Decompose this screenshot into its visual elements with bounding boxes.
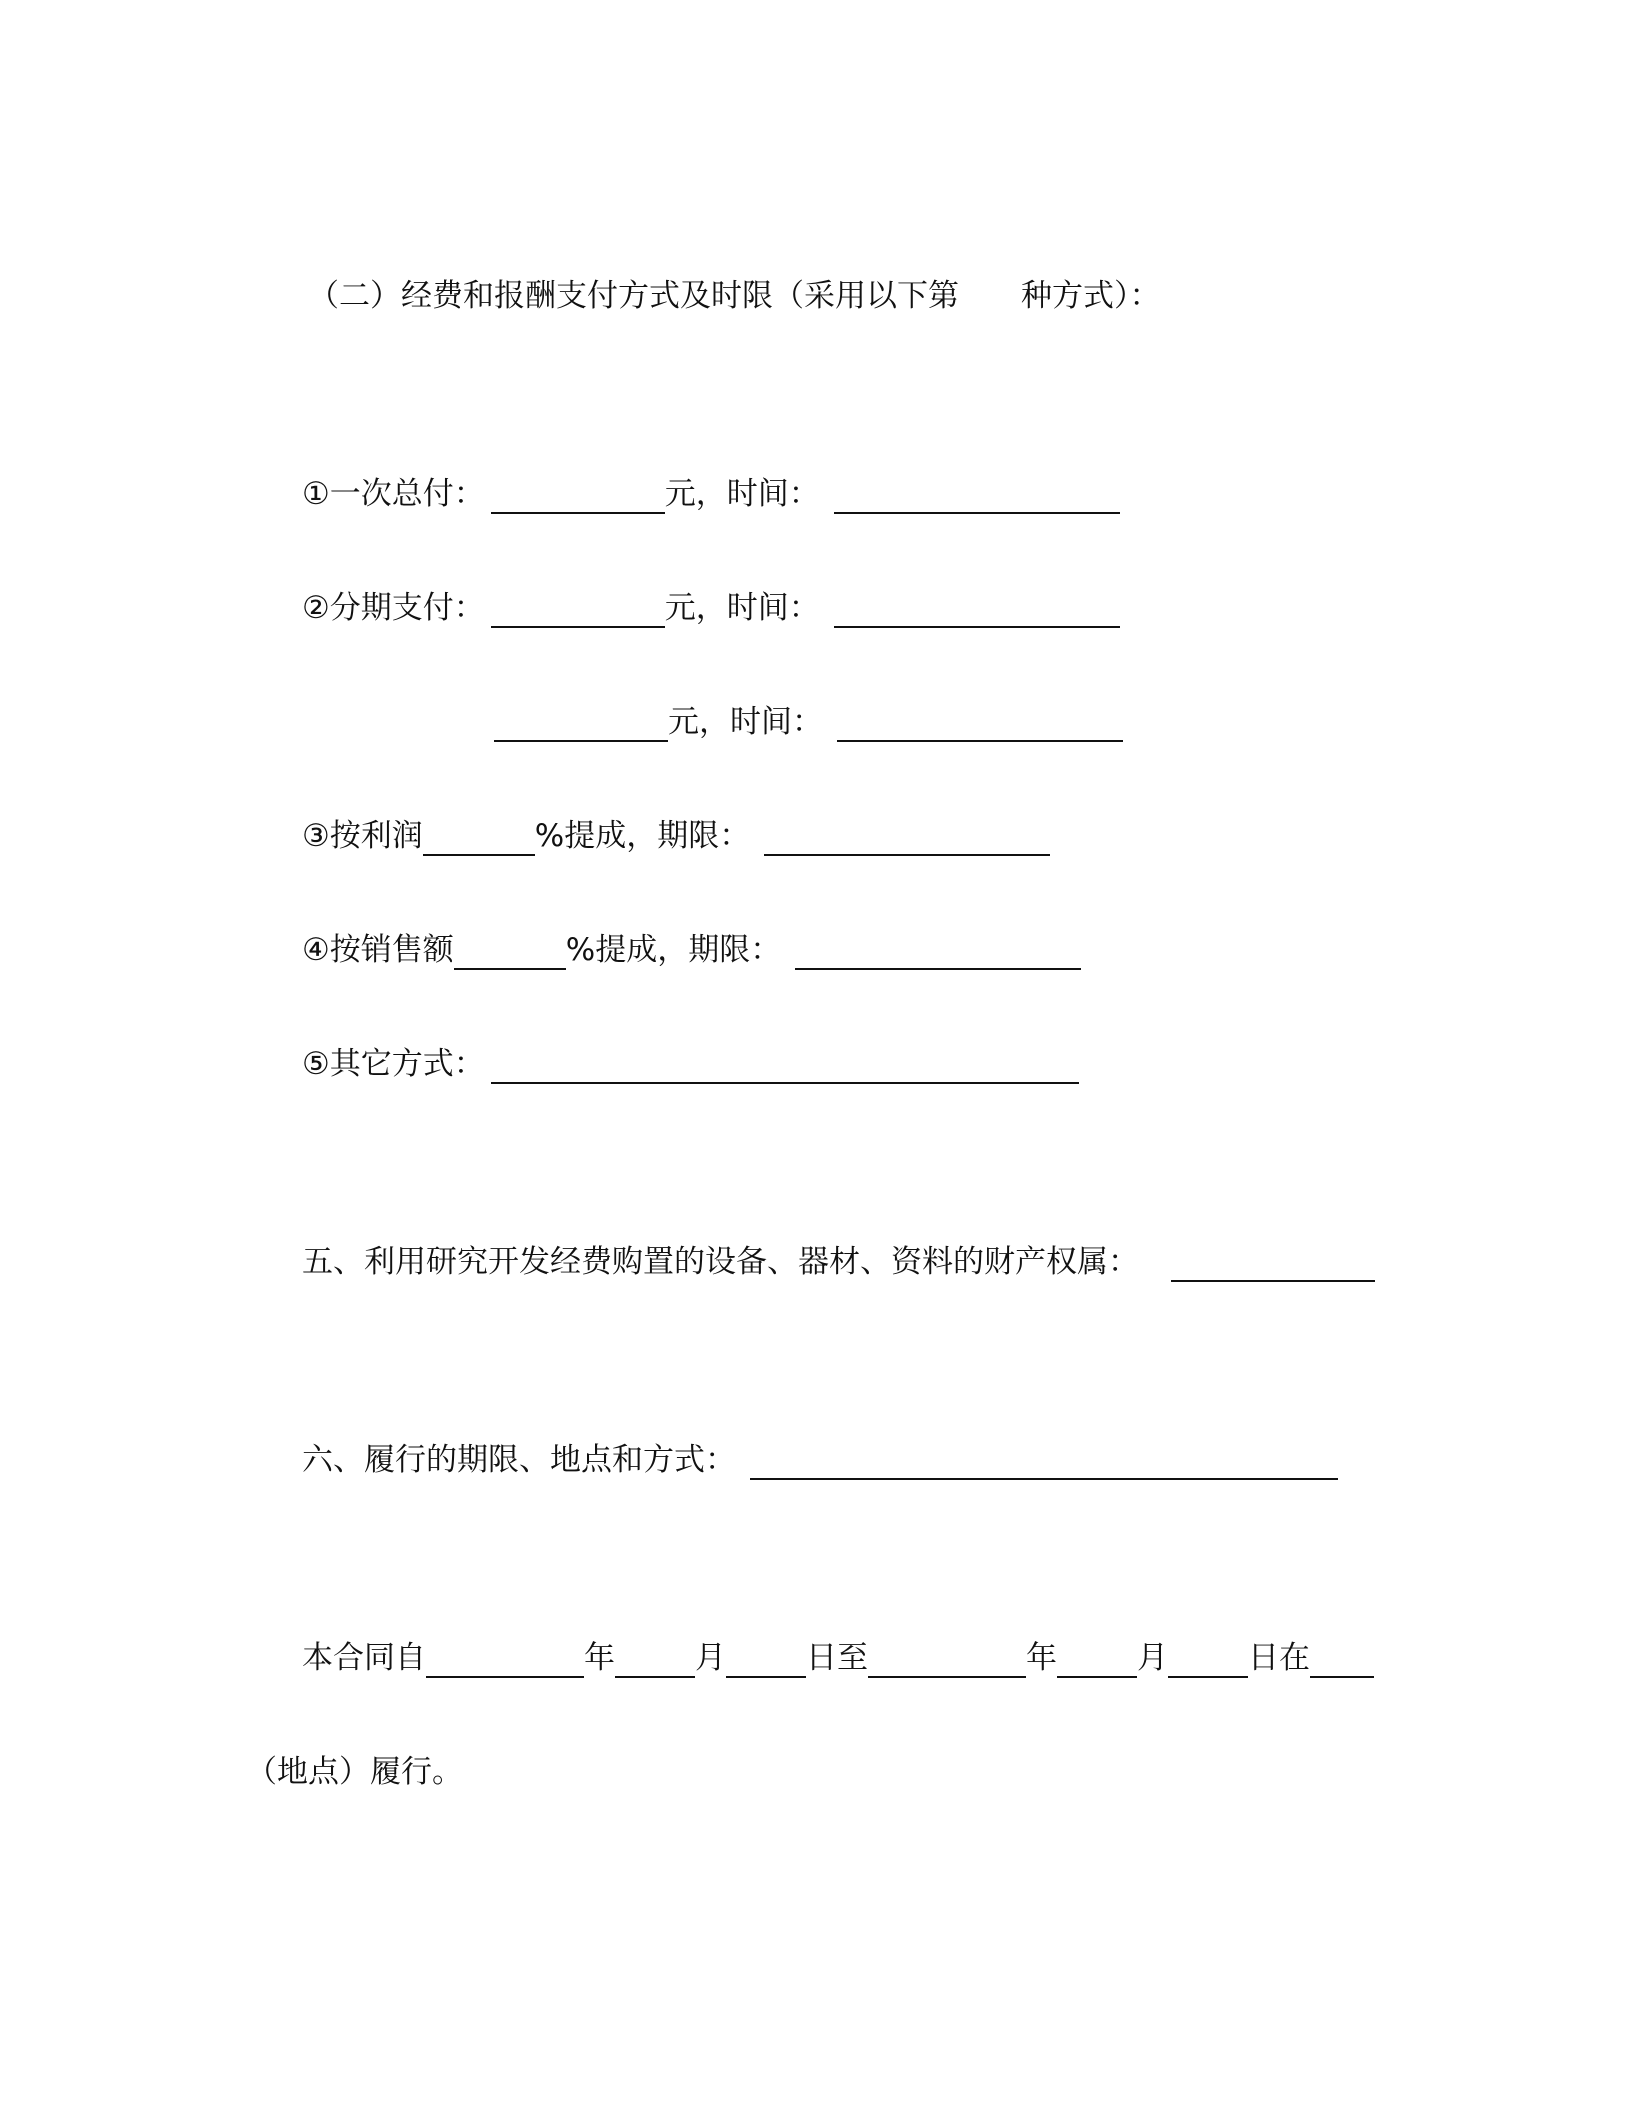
installment-1-time-field[interactable] [834,588,1120,628]
section-five [302,1242,1375,1282]
start-day-field[interactable] [726,1638,806,1678]
end-day-at-label: 日在 [1248,1640,1310,1676]
lump-sum-time-field[interactable] [834,474,1120,514]
end-year-field[interactable] [868,1638,1026,1678]
option-other [302,1044,1079,1084]
profit-percent-term-label: %提成，期限： [534,818,751,854]
option-installments-second [494,702,1123,742]
other-method-field[interactable] [491,1044,1079,1084]
payment-method-heading [308,276,1161,316]
installment-2-time-field[interactable] [837,702,1123,742]
start-year-label: 年 [584,1640,615,1676]
sales-percent-term-label: %提成，期限： [565,932,782,968]
heading-text-end: 种方式）： [1021,278,1161,314]
lump-sum-label: ①一次总付： [302,476,485,512]
heading-text-start: （二）经费和报酬支付方式及时限（采用以下第 [308,278,959,314]
period-start-text: 本合同自 [302,1640,426,1676]
period-end-text: （地点）履行。 [246,1754,463,1790]
start-month-label: 月 [695,1640,726,1676]
installment-1-amount-field[interactable] [491,588,665,628]
section-five-text: 五、利用研究开发经费购置的设备、器材、资料的财产权属： [302,1244,1139,1280]
sales-term-field[interactable] [795,930,1081,970]
other-method-label: ⑤其它方式： [302,1046,485,1082]
profit-share-label: ③按利润 [302,818,423,854]
end-month-label: 月 [1137,1640,1168,1676]
installments-label: ②分期支付： [302,590,485,626]
location-field[interactable] [1310,1638,1374,1678]
end-day-field[interactable] [1168,1638,1248,1678]
section-six [302,1440,1338,1480]
option-sales-share [302,930,1081,970]
start-month-field[interactable] [615,1638,695,1678]
sales-percent-field[interactable] [454,930,566,970]
contract-period [302,1638,1374,1678]
lump-sum-amount-field[interactable] [491,474,665,514]
profit-term-field[interactable] [764,816,1050,856]
installment-2-yuan-time: 元，时间： [668,704,823,740]
start-year-field[interactable] [426,1638,584,1678]
contract-period-end [246,1752,463,1792]
performance-terms-field[interactable] [750,1440,1338,1480]
section-six-text: 六、履行的期限、地点和方式： [302,1442,736,1478]
lump-sum-yuan-time: 元，时间： [664,476,820,512]
end-year-label: 年 [1026,1640,1057,1676]
option-profit-share [302,816,1050,856]
property-ownership-field[interactable] [1171,1242,1375,1282]
option-lump-sum [302,474,1120,514]
installment-2-amount-field[interactable] [494,702,668,742]
installment-1-yuan-time: 元，时间： [664,590,820,626]
option-installments [302,588,1120,628]
profit-percent-field[interactable] [423,816,535,856]
sales-share-label: ④按销售额 [302,932,454,968]
end-month-field[interactable] [1057,1638,1137,1678]
start-day-to-label: 日至 [806,1640,868,1676]
